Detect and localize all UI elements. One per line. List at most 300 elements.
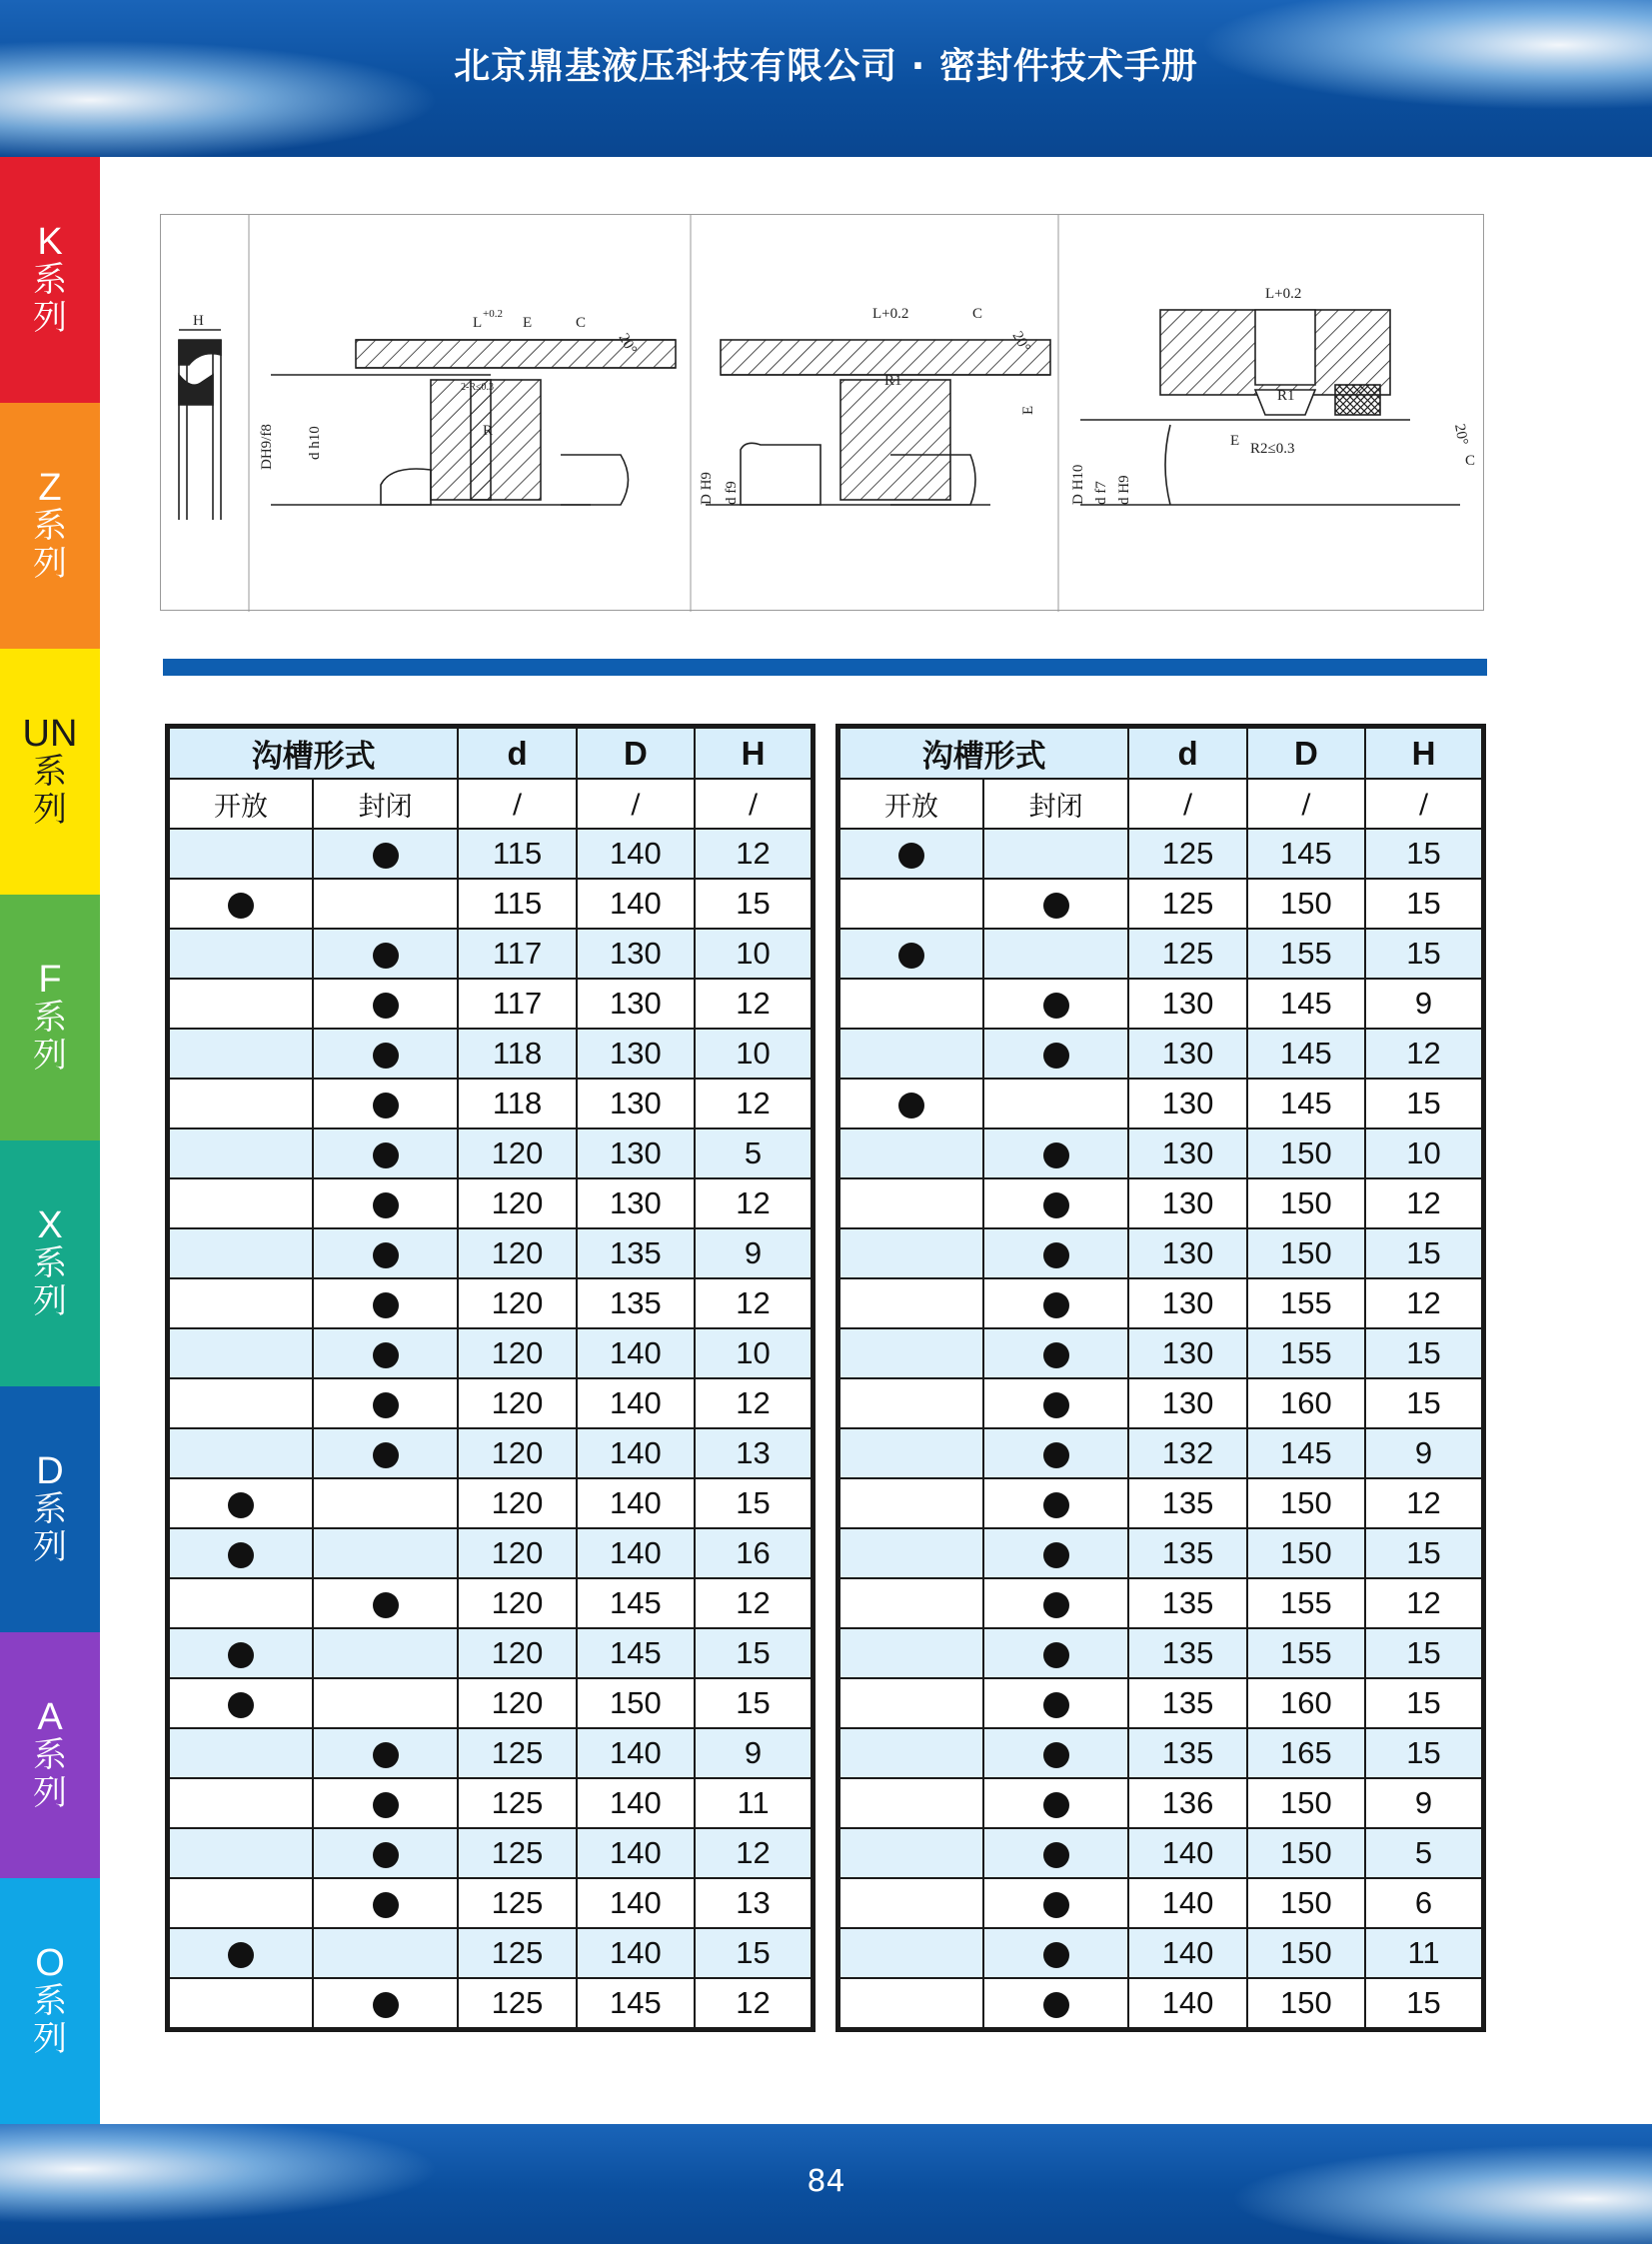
cell-D: 150 <box>1247 1128 1365 1178</box>
side-tab-letter: F <box>38 959 62 1001</box>
seal-groove-drawing <box>160 214 1484 611</box>
side-tab-label: 列 <box>33 298 67 338</box>
cell-H: 12 <box>695 829 813 879</box>
cell-closed <box>313 1528 458 1578</box>
label-c-c: C <box>1465 453 1476 469</box>
cell-open <box>838 1128 983 1178</box>
cell-d: 120 <box>458 1428 576 1478</box>
cell-open <box>168 1678 313 1728</box>
cell-closed <box>983 1578 1128 1628</box>
cell-H: 9 <box>695 1728 813 1778</box>
marker-dot-icon <box>898 843 924 869</box>
side-tab-label: 系 <box>33 1735 67 1775</box>
table-row <box>838 1228 1484 1278</box>
marker-dot-icon <box>373 1742 399 1768</box>
cell-closed <box>983 1178 1128 1228</box>
cell-closed <box>983 1828 1128 1878</box>
side-tab-d[interactable] <box>0 1386 100 1632</box>
cell-d: 125 <box>458 1778 576 1828</box>
marker-dot-icon <box>373 943 399 969</box>
table-row <box>168 1628 814 1678</box>
cell-D: 140 <box>577 1428 695 1478</box>
cell-D: 130 <box>577 929 695 979</box>
cell-d: 120 <box>458 1228 576 1278</box>
cell-H: 9 <box>1365 979 1483 1029</box>
label-tolerance: +0.2 <box>483 308 503 320</box>
side-tab-a[interactable] <box>0 1632 100 1878</box>
cell-closed <box>983 1928 1128 1978</box>
cell-open <box>838 979 983 1029</box>
cell-H: 15 <box>1365 1678 1483 1728</box>
cell-H: 6 <box>1365 1878 1483 1928</box>
cell-d: 130 <box>1128 1178 1246 1228</box>
cell-H: 15 <box>1365 829 1483 879</box>
marker-dot-icon <box>1043 1642 1069 1668</box>
side-tab-o[interactable] <box>0 1878 100 2124</box>
seal-profile <box>179 313 221 520</box>
marker-dot-icon <box>373 1342 399 1368</box>
label-e-c: E <box>1230 433 1240 449</box>
col-open: 开放 <box>838 779 983 829</box>
label-r-corner: 2-R≤0.3 <box>461 382 494 393</box>
cell-open <box>168 1178 313 1228</box>
cell-d: 117 <box>458 929 576 979</box>
cell-D: 135 <box>577 1228 695 1278</box>
side-tab-label: 系 <box>33 506 67 546</box>
cell-D: 135 <box>577 1278 695 1328</box>
marker-dot-icon <box>1043 1342 1069 1368</box>
cell-H: 15 <box>1365 929 1483 979</box>
table-row <box>838 879 1484 929</box>
side-tab-label: 列 <box>33 1527 67 1567</box>
footer-band <box>0 2124 1652 2244</box>
cell-d: 125 <box>458 1728 576 1778</box>
cell-H: 12 <box>695 979 813 1029</box>
label-df9-b: d f9 <box>724 481 740 505</box>
cell-D: 150 <box>577 1678 695 1728</box>
cell-H: 15 <box>695 1628 813 1678</box>
cell-open <box>168 929 313 979</box>
table-row <box>838 1778 1484 1828</box>
cell-D: 145 <box>1247 1079 1365 1128</box>
label-c: C <box>576 315 587 331</box>
cell-D: 150 <box>1247 1878 1365 1928</box>
cell-d: 120 <box>458 1528 576 1578</box>
table-row <box>168 1728 814 1778</box>
cell-D: 150 <box>1247 1178 1365 1228</box>
marker-dot-icon <box>1043 1942 1069 1968</box>
marker-dot-icon <box>373 1892 399 1918</box>
cell-D: 145 <box>577 1578 695 1628</box>
marker-dot-icon <box>1043 1292 1069 1318</box>
side-tab-letter: O <box>35 1942 65 1984</box>
header-band <box>0 0 1652 157</box>
cell-H: 15 <box>1365 1378 1483 1428</box>
table-row <box>168 1378 814 1428</box>
cell-D: 130 <box>577 1128 695 1178</box>
marker-dot-icon <box>373 1192 399 1218</box>
cell-open <box>838 1828 983 1878</box>
groove-drawing-c <box>1070 286 1475 505</box>
cell-open <box>168 829 313 879</box>
col-H: H <box>695 727 813 780</box>
col-open: 开放 <box>168 779 313 829</box>
cell-closed <box>983 929 1128 979</box>
label-angle: 20° <box>615 331 640 358</box>
cell-open <box>838 1428 983 1478</box>
cell-H: 9 <box>1365 1428 1483 1478</box>
cell-H: 15 <box>1365 1328 1483 1378</box>
cell-d: 120 <box>458 1128 576 1178</box>
side-tab-x[interactable] <box>0 1140 100 1386</box>
marker-dot-icon <box>228 1942 254 1968</box>
side-tab-label: 列 <box>33 1036 67 1076</box>
cell-d: 130 <box>1128 1079 1246 1128</box>
cell-D: 145 <box>577 1978 695 2030</box>
cell-closed <box>983 1878 1128 1928</box>
cell-D: 130 <box>577 1029 695 1079</box>
cell-closed <box>983 1978 1128 2030</box>
cell-H: 15 <box>1365 1978 1483 2030</box>
cell-D: 130 <box>577 1178 695 1228</box>
marker-dot-icon <box>373 1842 399 1868</box>
cell-d: 125 <box>458 1978 576 2030</box>
marker-dot-icon <box>228 1642 254 1668</box>
cell-d: 135 <box>1128 1628 1246 1678</box>
cell-D: 140 <box>577 829 695 879</box>
cell-open <box>168 1878 313 1928</box>
side-tab-letter: X <box>37 1204 63 1246</box>
cell-d: 140 <box>1128 1978 1246 2030</box>
cell-H: 15 <box>1365 879 1483 929</box>
side-tab-label: 列 <box>33 1773 67 1813</box>
unit-D: / <box>1247 779 1365 829</box>
cell-D: 140 <box>577 1828 695 1878</box>
cell-closed <box>983 1328 1128 1378</box>
marker-dot-icon <box>1043 993 1069 1019</box>
marker-dot-icon <box>1043 1043 1069 1069</box>
table-row <box>168 1178 814 1228</box>
marker-dot-icon <box>373 1093 399 1119</box>
table-row <box>838 1628 1484 1678</box>
cell-open <box>838 1278 983 1328</box>
cell-closed <box>983 1628 1128 1678</box>
cell-closed <box>983 1079 1128 1128</box>
groove-drawing-a <box>259 308 676 505</box>
side-tab-letter: K <box>37 221 63 263</box>
cell-open <box>168 1728 313 1778</box>
marker-dot-icon <box>373 1292 399 1318</box>
cell-H: 12 <box>695 1278 813 1328</box>
cell-d: 135 <box>1128 1678 1246 1728</box>
header-title: 北京鼎基液压科技有限公司 · 密封件技术手册 <box>454 46 1198 87</box>
cell-d: 120 <box>458 1628 576 1678</box>
cell-D: 130 <box>577 979 695 1029</box>
marker-dot-icon <box>1043 1792 1069 1818</box>
cell-d: 130 <box>1128 1128 1246 1178</box>
size-table-right <box>835 724 1486 2032</box>
unit-H: / <box>1365 779 1483 829</box>
cell-open <box>838 1228 983 1278</box>
cell-closed <box>983 879 1128 929</box>
side-tab-letter: UN <box>22 713 78 755</box>
page-number: 84 <box>807 2164 845 2199</box>
cell-D: 155 <box>1247 1278 1365 1328</box>
cell-open <box>168 1778 313 1828</box>
table-row <box>838 1578 1484 1628</box>
col-H: H <box>1365 727 1483 780</box>
cell-d: 130 <box>1128 1328 1246 1378</box>
side-tab-letter: A <box>37 1696 63 1738</box>
table-row <box>168 979 814 1029</box>
side-tab-z[interactable] <box>0 403 100 649</box>
cell-closed <box>983 1378 1128 1428</box>
label-l-b: L+0.2 <box>872 306 909 322</box>
side-tab-k[interactable] <box>0 157 100 403</box>
cell-H: 10 <box>695 1029 813 1079</box>
table-row <box>838 1428 1484 1478</box>
cell-open <box>168 1128 313 1178</box>
cell-d: 125 <box>458 1928 576 1978</box>
cell-open <box>168 1928 313 1978</box>
table-row <box>168 1828 814 1878</box>
size-table-left <box>165 724 816 2032</box>
cell-d: 118 <box>458 1079 576 1128</box>
cell-D: 150 <box>1247 1978 1365 2030</box>
cell-H: 15 <box>1365 1628 1483 1678</box>
cell-closed <box>313 1328 458 1378</box>
table-row <box>838 1178 1484 1228</box>
label-c-b: C <box>972 306 983 322</box>
table-row <box>168 1328 814 1378</box>
marker-dot-icon <box>1043 1742 1069 1768</box>
table-row <box>838 1378 1484 1428</box>
marker-dot-icon <box>898 943 924 969</box>
side-tab-f[interactable] <box>0 895 100 1140</box>
cell-H: 10 <box>1365 1128 1483 1178</box>
col-d: d <box>1128 727 1246 780</box>
table-row <box>168 879 814 929</box>
cell-D: 155 <box>1247 929 1365 979</box>
cell-d: 115 <box>458 879 576 929</box>
side-tab-label: 列 <box>33 1281 67 1321</box>
col-D: D <box>1247 727 1365 780</box>
cell-H: 11 <box>1365 1928 1483 1978</box>
cell-open <box>168 1428 313 1478</box>
cell-H: 15 <box>695 1478 813 1528</box>
cell-D: 140 <box>577 1928 695 1978</box>
table-row <box>838 1978 1484 2030</box>
cell-open <box>838 1978 983 2030</box>
cell-d: 130 <box>1128 1278 1246 1328</box>
table-row <box>168 1278 814 1328</box>
cell-open <box>838 879 983 929</box>
cell-D: 145 <box>577 1628 695 1678</box>
cell-open <box>168 1978 313 2030</box>
cell-closed <box>983 1128 1128 1178</box>
cell-H: 15 <box>1365 1728 1483 1778</box>
label-r1-b: R1 <box>884 373 902 389</box>
cell-H: 15 <box>695 1928 813 1978</box>
cell-closed <box>313 1578 458 1628</box>
table-row <box>838 1128 1484 1178</box>
cell-closed <box>313 1928 458 1978</box>
cell-H: 12 <box>1365 1178 1483 1228</box>
cell-closed <box>983 829 1128 879</box>
table-row <box>168 1228 814 1278</box>
label-angle-b: 20° <box>1008 329 1033 356</box>
cell-D: 130 <box>577 1079 695 1128</box>
cell-open <box>168 1628 313 1678</box>
cell-D: 160 <box>1247 1378 1365 1428</box>
cell-d: 140 <box>1128 1928 1246 1978</box>
table-row <box>838 1878 1484 1928</box>
cell-d: 120 <box>458 1378 576 1428</box>
label-dh9f8: DH9/f8 <box>259 424 275 470</box>
label-h: H <box>193 313 204 329</box>
marker-dot-icon <box>1043 1892 1069 1918</box>
cell-closed <box>983 1778 1128 1828</box>
label-r1-c: R1 <box>1277 388 1295 404</box>
cell-D: 150 <box>1247 879 1365 929</box>
side-tab-label: 系 <box>33 1243 67 1283</box>
table-row <box>168 829 814 879</box>
cell-H: 12 <box>695 1178 813 1228</box>
col-groove-type: 沟槽形式 <box>168 727 459 780</box>
label-r: R <box>483 423 494 439</box>
cell-d: 135 <box>1128 1728 1246 1778</box>
cell-H: 15 <box>1365 1079 1483 1128</box>
label-e: E <box>523 315 533 331</box>
cell-closed <box>313 1628 458 1678</box>
cell-open <box>838 1378 983 1428</box>
col-groove-type: 沟槽形式 <box>838 727 1129 780</box>
cell-D: 155 <box>1247 1328 1365 1378</box>
cell-closed <box>983 1029 1128 1079</box>
cell-closed <box>313 1728 458 1778</box>
side-tab-label: 系 <box>33 752 67 792</box>
table-row <box>838 1728 1484 1778</box>
cell-H: 12 <box>1365 1478 1483 1528</box>
cell-closed <box>983 1678 1128 1728</box>
side-tab-label: 系 <box>33 998 67 1038</box>
label-dh9-b: D H9 <box>699 472 715 505</box>
cell-D: 145 <box>1247 829 1365 879</box>
cell-H: 12 <box>1365 1029 1483 1079</box>
unit-d: / <box>1128 779 1246 829</box>
label-dh10: d h10 <box>307 426 323 460</box>
cell-D: 150 <box>1247 1478 1365 1528</box>
table-row <box>168 1578 814 1628</box>
cell-open <box>838 1528 983 1578</box>
cell-closed <box>983 1528 1128 1578</box>
table-row <box>838 1828 1484 1878</box>
marker-dot-icon <box>1043 1192 1069 1218</box>
side-tab-letter: Z <box>38 467 62 509</box>
cell-d: 136 <box>1128 1778 1246 1828</box>
label-r2-c: R2≤0.3 <box>1250 441 1295 457</box>
cell-D: 140 <box>577 1878 695 1928</box>
groove-drawing-b <box>699 306 1050 505</box>
marker-dot-icon <box>373 1242 399 1268</box>
cell-d: 125 <box>1128 879 1246 929</box>
side-tab-label: 列 <box>33 2019 67 2059</box>
cell-open <box>838 1328 983 1378</box>
cell-d: 120 <box>458 1328 576 1378</box>
cell-closed <box>313 1778 458 1828</box>
cell-D: 145 <box>1247 1029 1365 1079</box>
cell-d: 135 <box>1128 1578 1246 1628</box>
side-tab-un[interactable] <box>0 649 100 895</box>
cell-d: 118 <box>458 1029 576 1079</box>
marker-dot-icon <box>1043 1392 1069 1418</box>
cell-d: 135 <box>1128 1478 1246 1528</box>
cell-closed <box>313 829 458 879</box>
cell-d: 140 <box>1128 1878 1246 1928</box>
cell-H: 12 <box>1365 1578 1483 1628</box>
cell-H: 16 <box>695 1528 813 1578</box>
marker-dot-icon <box>228 1542 254 1568</box>
cell-H: 11 <box>695 1778 813 1828</box>
marker-dot-icon <box>373 1992 399 2018</box>
cell-H: 13 <box>695 1428 813 1478</box>
marker-dot-icon <box>228 893 254 919</box>
cell-H: 12 <box>695 1378 813 1428</box>
cell-closed <box>983 1428 1128 1478</box>
marker-dot-icon <box>898 1093 924 1119</box>
cell-d: 125 <box>458 1828 576 1878</box>
table-row <box>838 1079 1484 1128</box>
cell-d: 125 <box>1128 929 1246 979</box>
cell-closed <box>313 1828 458 1878</box>
cell-open <box>838 1578 983 1628</box>
cell-open <box>168 1578 313 1628</box>
cell-closed <box>983 979 1128 1029</box>
table-row <box>168 1978 814 2030</box>
cell-H: 15 <box>695 879 813 929</box>
marker-dot-icon <box>373 1792 399 1818</box>
marker-dot-icon <box>1043 1442 1069 1468</box>
marker-dot-icon <box>373 1442 399 1468</box>
cell-open <box>838 1478 983 1528</box>
table-row <box>168 1878 814 1928</box>
unit-d: / <box>458 779 576 829</box>
table-row <box>168 1528 814 1578</box>
marker-dot-icon <box>1043 1842 1069 1868</box>
side-tab-label: 列 <box>33 544 67 584</box>
cell-closed <box>983 1278 1128 1328</box>
marker-dot-icon <box>373 993 399 1019</box>
cell-d: 132 <box>1128 1428 1246 1478</box>
marker-dot-icon <box>1043 1542 1069 1568</box>
series-side-tabs <box>0 157 100 2124</box>
col-closed: 封闭 <box>313 779 458 829</box>
marker-dot-icon <box>1043 1142 1069 1168</box>
cell-open <box>168 1478 313 1528</box>
cell-open <box>168 1079 313 1128</box>
marker-dot-icon <box>373 1392 399 1418</box>
cell-H: 10 <box>695 929 813 979</box>
cell-H: 12 <box>695 1578 813 1628</box>
table-row <box>838 1478 1484 1528</box>
cell-open <box>168 1828 313 1878</box>
cell-H: 15 <box>695 1678 813 1728</box>
cell-D: 155 <box>1247 1578 1365 1628</box>
cell-closed <box>313 1178 458 1228</box>
cell-open <box>838 929 983 979</box>
label-e-b: E <box>1020 405 1036 415</box>
cell-D: 150 <box>1247 1928 1365 1978</box>
